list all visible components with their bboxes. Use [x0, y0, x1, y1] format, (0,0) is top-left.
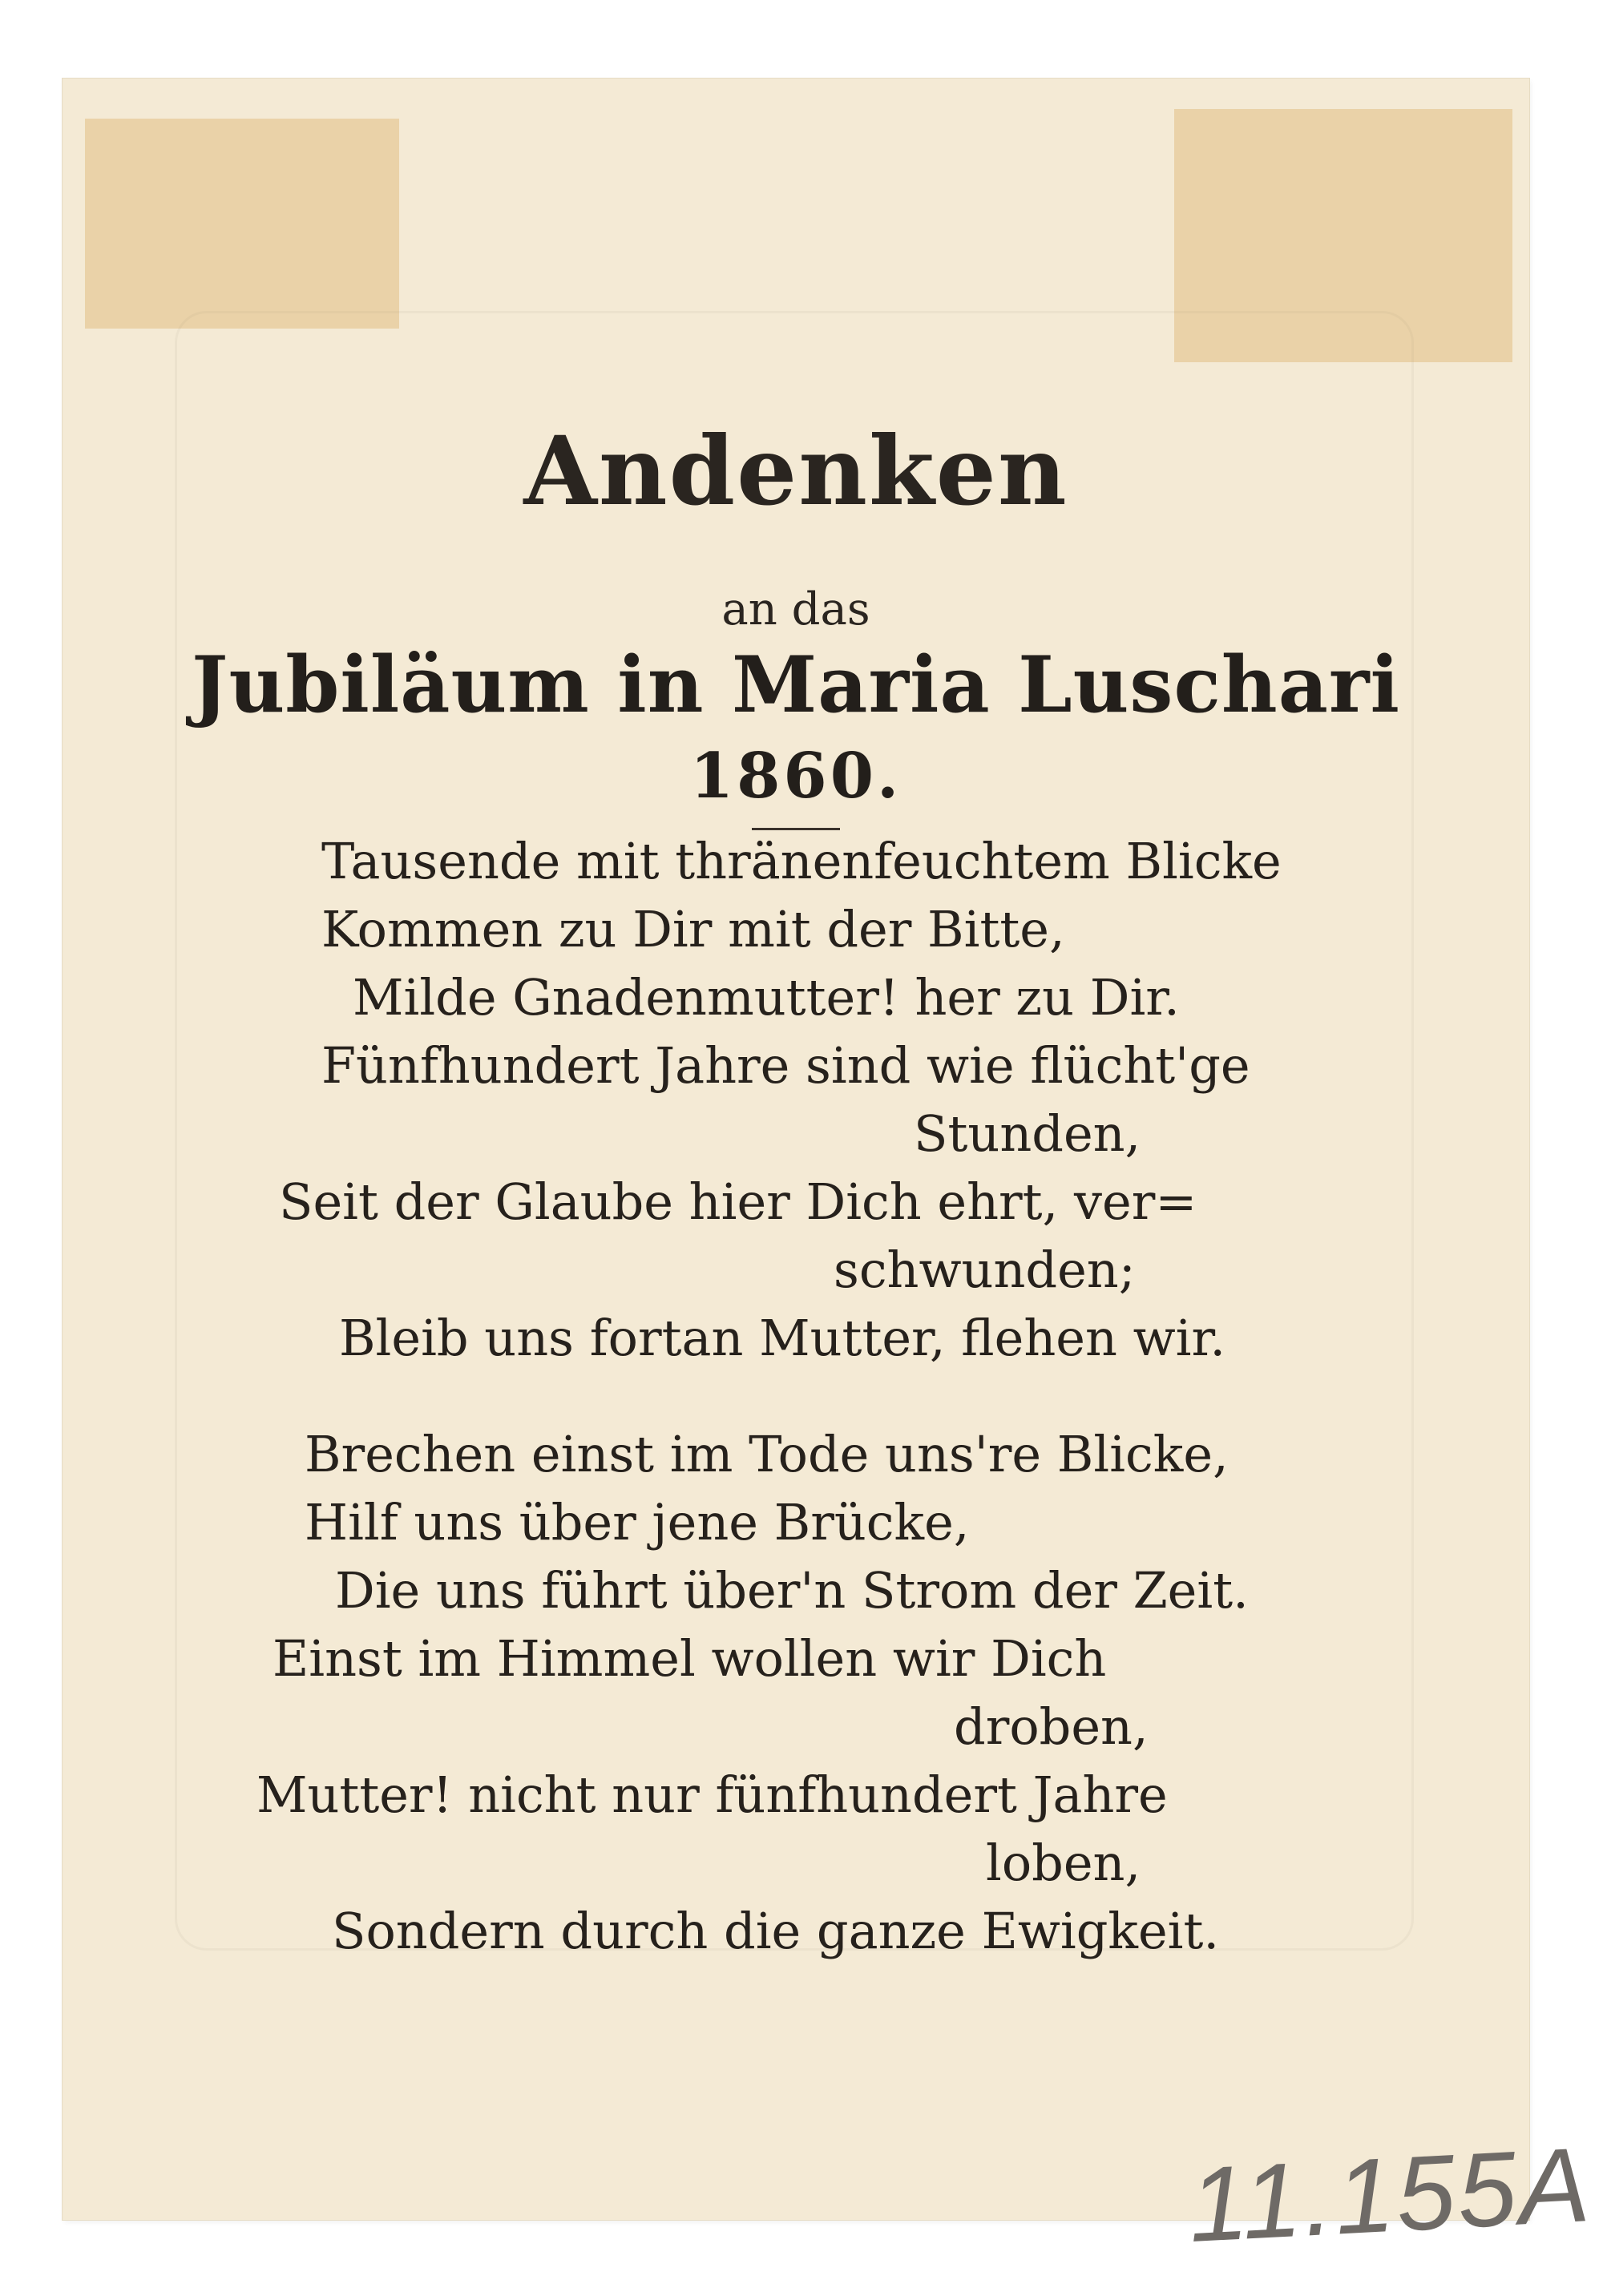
card-subtitle: an das	[721, 583, 870, 636]
show-through-frame	[175, 311, 1414, 1951]
verse-line: droben,	[954, 1697, 1149, 1756]
verse-line: Kommen zu Dir mit der Bitte,	[321, 900, 1065, 958]
divider-rule	[752, 828, 840, 830]
verse-line: Fünfhundert Jahre sind wie flücht'ge	[321, 1036, 1250, 1095]
verse-line: Sondern durch die ganze Ewigkeit.	[332, 1902, 1220, 1960]
verse-line: schwunden;	[834, 1241, 1136, 1299]
verse-line: Tausende mit thränenfeuchtem Blicke	[321, 832, 1282, 890]
verse-line: Milde Gnadenmutter! her zu Dir.	[353, 968, 1180, 1027]
verse-line: Brechen einst im Tode uns're Blicke,	[305, 1425, 1229, 1483]
verse-line: Seit der Glaube hier Dich ehrt, ver=	[279, 1172, 1197, 1231]
archive-number: 11.155A	[1185, 2125, 1595, 2265]
memorial-card	[63, 79, 1595, 2265]
verse-line: loben,	[986, 1834, 1141, 1892]
verse-line: Die uns führt über'n Strom der Zeit.	[335, 1561, 1249, 1620]
verse-line: Einst im Himmel wollen wir Dich	[273, 1629, 1107, 1688]
verse-line: Bleib uns fortan Mutter, flehen wir.	[339, 1309, 1226, 1367]
verse-line: Stunden,	[914, 1104, 1141, 1163]
verse-line: Hilf uns über jene Brücke,	[305, 1493, 970, 1552]
card-title: Andenken	[523, 415, 1068, 527]
jubilee-heading: Jubiläum in Maria Luschari	[192, 640, 1400, 730]
tape-strip-left	[85, 119, 399, 329]
verse-line: Mutter! nicht nur fünfhundert Jahre	[256, 1765, 1168, 1824]
jubilee-year: 1860.	[689, 740, 902, 813]
